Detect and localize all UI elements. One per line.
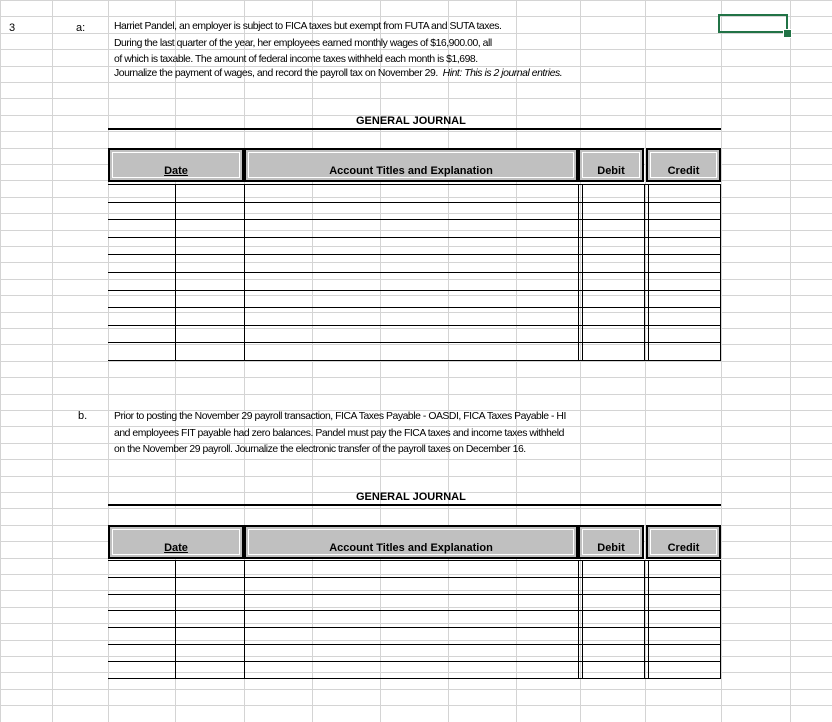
journal-row-line [108, 254, 721, 255]
selected-cell[interactable] [718, 14, 788, 33]
part-b-line-1: Prior to posting the November 29 payroll transaction, FICA Taxes Payable - OASDI, FICA Taxes Payable - HI [114, 411, 566, 422]
part-a-instruction: Journalize the payment of wages, and record the payroll tax on November 29. [114, 68, 438, 79]
journal-a-credit-header: Credit [646, 148, 721, 182]
row-number: 3 [9, 22, 16, 34]
journal-column-line [244, 184, 245, 360]
journal-b-debit-header: Debit [578, 525, 644, 559]
journal-row-line [108, 237, 721, 238]
journal-column-line [644, 184, 645, 360]
journal-a-rule [108, 128, 721, 130]
part-a-line-4 [114, 68, 562, 80]
journal-a-date-header: Date [108, 148, 244, 182]
journal-column-line [244, 560, 245, 678]
journal-row-line [108, 307, 721, 308]
journal-b-account-header: Account Titles and Explanation [244, 525, 578, 559]
journal-row-line [108, 627, 721, 628]
journal-b-credit-header: Credit [646, 525, 721, 559]
journal-row-line [108, 560, 721, 561]
journal-row-line [108, 342, 721, 343]
part-b-line-2: and employees FIT payable had zero balances. Pandel must pay the FICA taxes and income taxes withheld [114, 428, 564, 439]
journal-b-title: GENERAL JOURNAL [356, 491, 466, 503]
part-b-line-3: on the November 29 payroll. Journalize the electronic transfer of the payroll taxes on December 16. [114, 444, 526, 455]
journal-a-debit-header: Debit [578, 148, 644, 182]
journal-column-line [175, 184, 176, 360]
journal-column-line [720, 184, 721, 360]
journal-row-line [108, 610, 721, 611]
part-b-label: b. [78, 410, 88, 422]
part-a-hint: Hint: This is 2 journal entries. [442, 68, 563, 79]
journal-row-line [108, 325, 721, 326]
journal-row-line [108, 661, 721, 662]
journal-row-line [108, 290, 721, 291]
journal-b-date-header: Date [108, 525, 244, 559]
part-a-line-3: of which is taxable. The amount of federal income taxes withheld each month is $1,698. [114, 54, 478, 65]
part-a-line-1: Harriet Pandel, an employer is subject to FICA taxes but exempt from FUTA and SUTA taxes. [114, 21, 502, 32]
journal-a-title: GENERAL JOURNAL [356, 115, 466, 127]
journal-column-line [648, 184, 649, 360]
journal-column-line [582, 560, 583, 678]
journal-row-line [108, 644, 721, 645]
journal-column-line [175, 560, 176, 678]
journal-b-rule [108, 504, 721, 506]
journal-row-line [108, 202, 721, 203]
journal-column-line [720, 560, 721, 678]
journal-column-line [648, 560, 649, 678]
journal-column-line [582, 184, 583, 360]
journal-row-line [108, 594, 721, 595]
part-a-line-2: During the last quarter of the year, her employees earned monthly wages of $16,900.00, all [114, 38, 492, 49]
journal-b [108, 525, 721, 675]
fill-handle[interactable] [783, 29, 792, 38]
journal-row-line [108, 184, 721, 185]
journal-row-line [108, 272, 721, 273]
journal-column-line [578, 184, 579, 360]
journal-row-line [108, 577, 721, 578]
journal-row-line [108, 360, 721, 361]
part-a-label: a: [76, 22, 86, 34]
journal-column-line [644, 560, 645, 678]
journal-a-account-header: Account Titles and Explanation [244, 148, 578, 182]
journal-column-line [578, 560, 579, 678]
journal-row-line [108, 219, 721, 220]
journal-row-line [108, 678, 721, 679]
journal-a [108, 148, 721, 360]
